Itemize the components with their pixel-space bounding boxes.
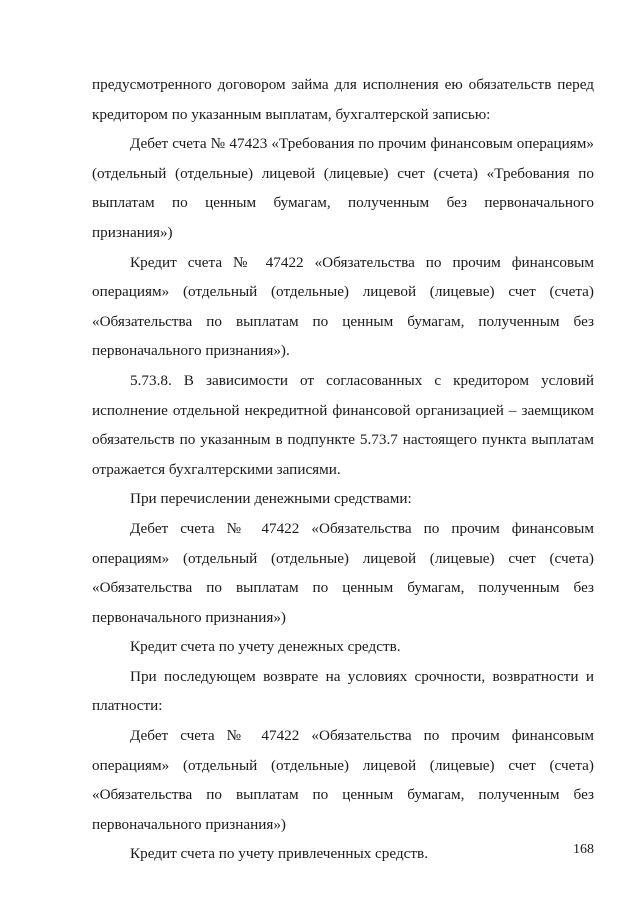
paragraph-clause-5-73-8: 5.73.8. В зависимости от согласованных с кредитором условий исполнение отдельной некредитной финансовой организацией – заемщиком обязательств по указанным в подпункте 5.73.7 настоящего пункта выплатам отражается бухгалтерскими записями. (92, 371, 594, 478)
paragraph-credit-47422: Кредит счета № 47422 «Обязательства по прочим финансовым операциям» (отдельный (отдельные) лицевой (лицевые) счет (счета) «Обязательства по выплатам по ценным бумагам, полученным без первоначального признания»). (92, 253, 594, 360)
paragraph-continuation: предусмотренного договором займа для исполнения ею обязательств перед кредитором по указанным выплатам, бухгалтерской записью: (92, 76, 594, 123)
paragraph-subsequent-return: При последующем возврате на условиях срочности, возвратности и платности: (92, 667, 594, 715)
document-body (92, 70, 594, 869)
paragraph-debit-47422-first: Дебет счета № 47422 «Обязательства по прочим финансовым операциям» (отдельный (отдельные) лицевой (лицевые) счет (счета) «Обязательства по выплатам по ценным бумагам, полученным без первоначального признания») (92, 519, 594, 626)
paragraph-debit-47423: Дебет счета № 47423 «Требования по прочим финансовым операциям» (отдельный (отдельные) лицевой (лицевые) счет (счета) «Требования по выплатам по ценным бумагам, полученным без первоначального признания») (92, 135, 594, 241)
paragraph-credit-borrowed: Кредит счета по учету привлеченных средств. (130, 845, 428, 863)
paragraph-cash-transfer: При перечислении денежными средствами: (130, 490, 412, 508)
paragraph-credit-cash: Кредит счета по учету денежных средств. (130, 638, 401, 656)
page-number: 168 (573, 842, 594, 857)
paragraph-debit-47422-second: Дебет счета № 47422 «Обязательства по прочим финансовым операциям» (отдельный (отдельные) лицевой (лицевые) счет (счета) «Обязательства по выплатам по ценным бумагам, полученным без первоначального признания») (92, 727, 594, 833)
